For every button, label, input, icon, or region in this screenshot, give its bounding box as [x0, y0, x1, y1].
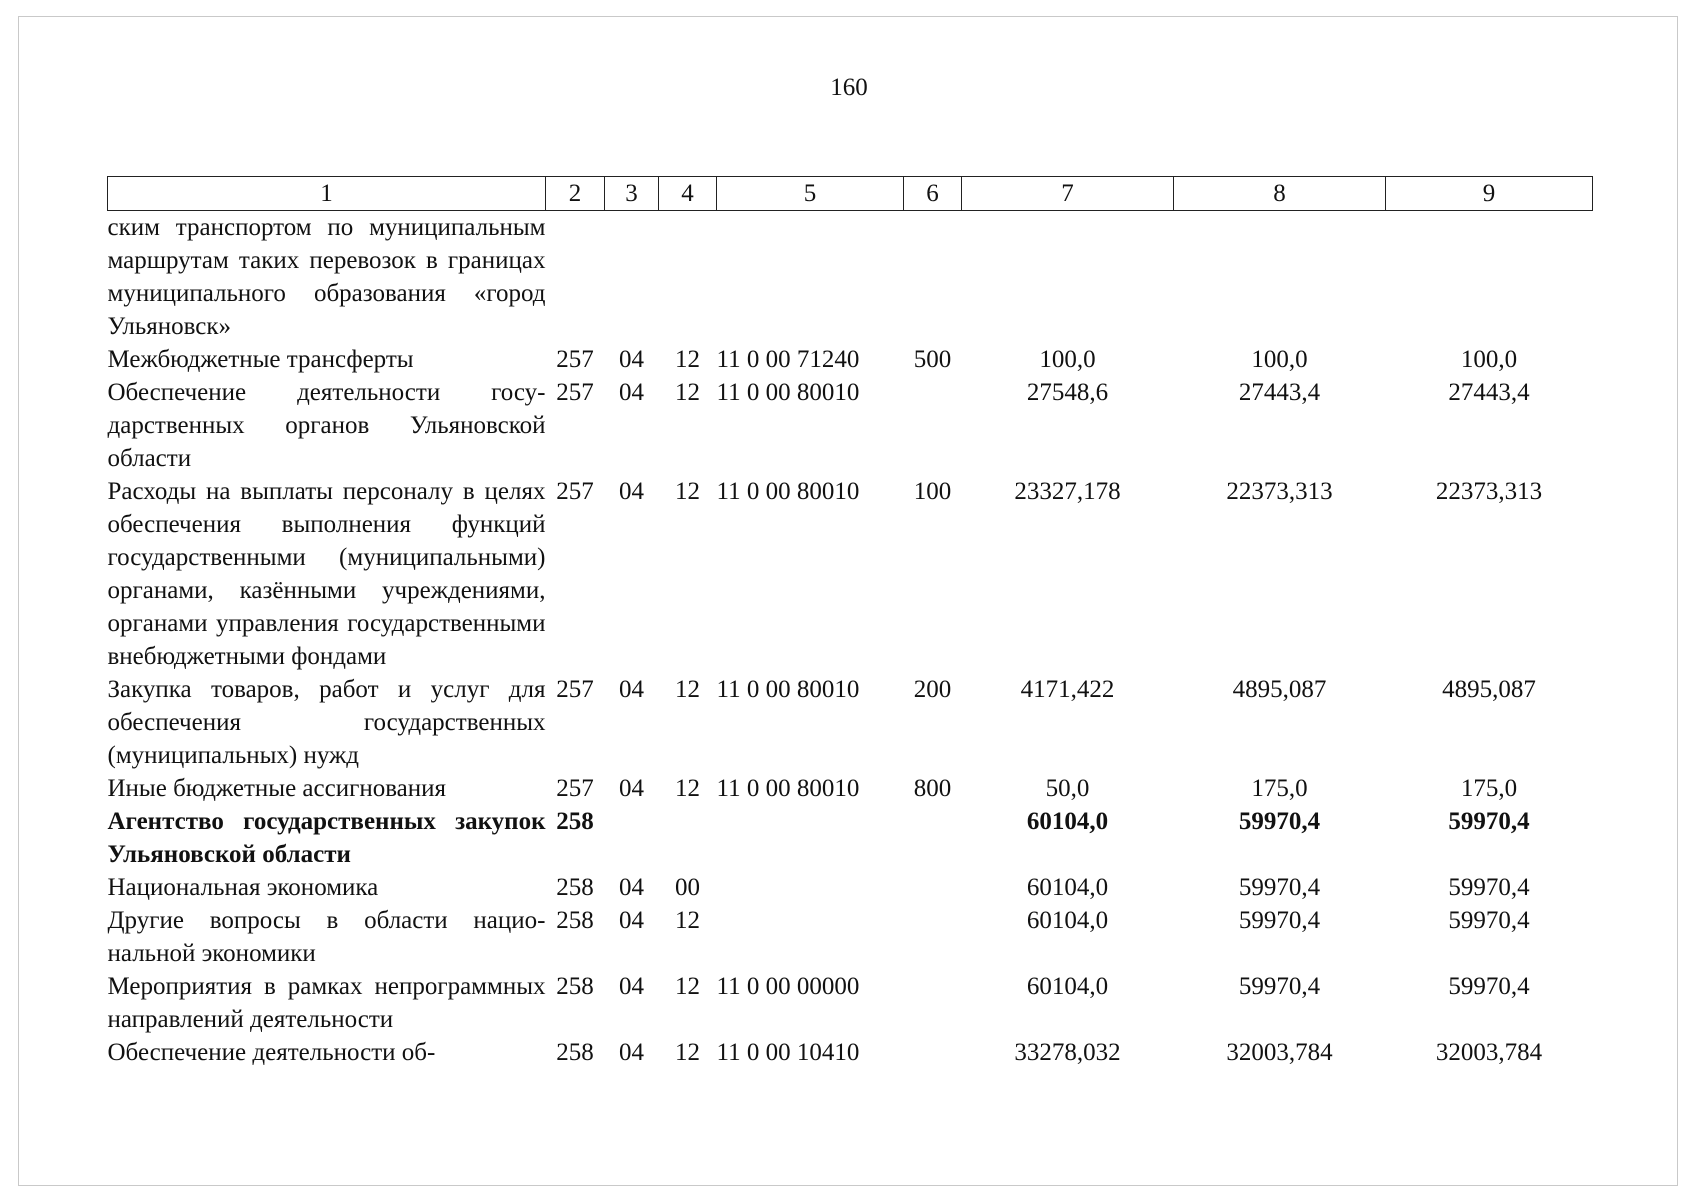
subsection-cell: 12	[675, 775, 700, 802]
target-article-cell	[717, 805, 904, 871]
target-article-cell: 11 0 00 80010	[716, 478, 860, 505]
amount-col8-cell: 32003,784	[1226, 1039, 1333, 1066]
column-header: 6	[904, 177, 962, 211]
column-header: 4	[659, 177, 717, 211]
amount-col7-cell: 100,0	[1039, 346, 1096, 373]
amount-col7-cell: 50,0	[1045, 775, 1090, 802]
admin-code-cell: 257	[556, 478, 594, 505]
row-name-cell: Обеспечение деятельности государственных органов Ульяновской области	[107, 379, 546, 472]
amount-col7-cell: 60104,0	[1026, 808, 1109, 835]
amount-col8-cell: 59970,4	[1238, 907, 1321, 934]
column-header: 9	[1386, 177, 1593, 211]
page-number: 160	[830, 74, 868, 101]
amount-col7-cell: 60104,0	[1026, 874, 1109, 901]
budget-table	[107, 176, 1593, 1069]
expense-type-cell	[904, 376, 962, 475]
column-header: 3	[605, 177, 659, 211]
admin-code-cell: 258	[556, 1039, 594, 1066]
table-row	[108, 376, 1593, 475]
column-header: 7	[962, 177, 1174, 211]
subsection-cell: 12	[675, 346, 700, 373]
amount-col9-cell: 59970,4	[1448, 973, 1530, 1000]
table-row	[108, 970, 1593, 1036]
amount-col8-cell: 59970,4	[1238, 973, 1321, 1000]
section-cell	[605, 211, 659, 344]
subsection-cell	[659, 805, 717, 871]
target-article-cell: 11 0 00 80010	[716, 379, 860, 406]
expense-type-cell	[904, 970, 962, 1036]
amount-col8-cell: 59970,4	[1238, 808, 1321, 835]
target-article-cell: 11 0 00 80010	[716, 775, 860, 802]
admin-code-cell: 257	[556, 346, 594, 373]
target-article-cell: 11 0 00 10410	[716, 1039, 860, 1066]
expense-type-cell: 200	[913, 676, 952, 703]
row-name-cell: Мероприятия в рамках непрограммных направлений деятельности	[107, 973, 546, 1033]
table-row	[108, 343, 1593, 376]
target-article-cell: 11 0 00 80010	[716, 676, 860, 703]
amount-col9-cell: 22373,313	[1435, 478, 1543, 505]
row-name-cell: Национальная экономика	[107, 874, 379, 901]
section-cell: 04	[619, 676, 644, 703]
admin-code-cell: 258	[556, 973, 594, 1000]
header-row	[108, 177, 1593, 211]
amount-col9-cell: 4895,087	[1442, 676, 1536, 703]
table-row	[108, 805, 1593, 871]
subsection-cell: 12	[675, 1039, 700, 1066]
section-cell: 04	[619, 973, 644, 1000]
subsection-cell: 12	[675, 676, 700, 703]
subsection-cell: 00	[675, 874, 700, 901]
expense-type-cell: 100	[913, 478, 952, 505]
section-cell: 04	[619, 907, 644, 934]
amount-col9-cell: 59970,4	[1448, 874, 1530, 901]
table-row	[108, 772, 1593, 805]
row-name-cell: Агентство государственных закупок Ульяновской области	[107, 808, 546, 868]
amount-col9-cell: 27443,4	[1448, 379, 1530, 406]
amount-col9-cell: 175,0	[1460, 775, 1518, 802]
expense-type-cell: 500	[913, 346, 952, 373]
table-row	[108, 211, 1593, 344]
subsection-cell: 12	[675, 379, 700, 406]
amount-col9-cell: 100,0	[1460, 346, 1518, 373]
table-row	[108, 1036, 1593, 1069]
admin-code-cell: 258	[556, 808, 594, 835]
target-article-cell	[717, 871, 904, 904]
amount-col9-cell: 59970,4	[1448, 907, 1530, 934]
amount-col7-cell: 60104,0	[1026, 907, 1109, 934]
row-name-cell: Расходы на выплаты персоналу в целях обеспечения выполнения функций государственными (муниципальными) органами, казёнными учреждениями, органами управления государственными внебюджетными фондами	[107, 478, 546, 670]
amount-col7-cell	[962, 211, 1174, 344]
column-header: 2	[546, 177, 605, 211]
amount-col8-cell: 22373,313	[1226, 478, 1333, 505]
subsection-cell: 12	[675, 907, 700, 934]
expense-type-cell: 800	[913, 775, 952, 802]
row-name-cell: ским транспортом по муниципальным маршрутам таких перевозок в границах муниципального образования «город Ульяновск»	[107, 214, 546, 340]
admin-code-cell: 257	[556, 775, 594, 802]
amount-col7-cell: 23327,178	[1014, 478, 1121, 505]
amount-col7-cell: 4171,422	[1020, 676, 1115, 703]
row-name-cell: Обеспечение деятельности об-	[107, 1039, 436, 1066]
admin-code-cell: 257	[556, 676, 594, 703]
section-cell: 04	[619, 874, 644, 901]
section-cell	[605, 805, 659, 871]
amount-col7-cell: 27548,6	[1026, 379, 1109, 406]
section-cell: 04	[619, 346, 644, 373]
admin-code-cell	[546, 211, 605, 344]
row-name-cell: Другие вопросы в области национальной экономики	[107, 907, 546, 967]
amount-col7-cell: 33278,032	[1014, 1039, 1121, 1066]
admin-code-cell: 257	[556, 379, 594, 406]
expense-type-cell	[904, 211, 962, 344]
subsection-cell: 12	[675, 478, 700, 505]
amount-col7-cell: 60104,0	[1026, 973, 1109, 1000]
admin-code-cell: 258	[556, 874, 594, 901]
table-row	[108, 904, 1593, 970]
amount-col8-cell: 4895,087	[1232, 676, 1327, 703]
expense-type-cell	[904, 904, 962, 970]
column-header: 1	[108, 177, 546, 211]
expense-type-cell	[904, 871, 962, 904]
amount-col9-cell: 59970,4	[1448, 808, 1530, 835]
amount-col8-cell: 175,0	[1251, 775, 1308, 802]
amount-col9-cell	[1386, 211, 1593, 344]
column-header: 8	[1174, 177, 1386, 211]
row-name-cell: Закупка товаров, работ и услуг для обеспечения государственных (муниципальных) нужд	[107, 676, 546, 769]
amount-col9-cell: 32003,784	[1435, 1039, 1543, 1066]
amount-col8-cell: 59970,4	[1238, 874, 1321, 901]
table-row	[108, 673, 1593, 772]
amount-col8-cell: 27443,4	[1238, 379, 1321, 406]
expense-type-cell	[904, 805, 962, 871]
admin-code-cell: 258	[556, 907, 594, 934]
column-header: 5	[717, 177, 904, 211]
row-name-cell: Иные бюджетные ассигнования	[107, 775, 447, 802]
expense-type-cell	[904, 1036, 962, 1069]
amount-col8-cell	[1174, 211, 1386, 344]
target-article-cell: 11 0 00 71240	[716, 346, 860, 373]
amount-col8-cell: 100,0	[1251, 346, 1308, 373]
row-name-cell: Межбюджетные трансферты	[107, 346, 414, 373]
section-cell: 04	[619, 1039, 644, 1066]
subsection-cell: 12	[675, 973, 700, 1000]
subsection-cell	[659, 211, 717, 344]
table-row	[108, 475, 1593, 673]
target-article-cell	[717, 904, 904, 970]
target-article-cell: 11 0 00 00000	[716, 973, 860, 1000]
table-row	[108, 871, 1593, 904]
section-cell: 04	[619, 478, 644, 505]
section-cell: 04	[619, 775, 644, 802]
section-cell: 04	[619, 379, 644, 406]
target-article-cell	[717, 211, 904, 344]
